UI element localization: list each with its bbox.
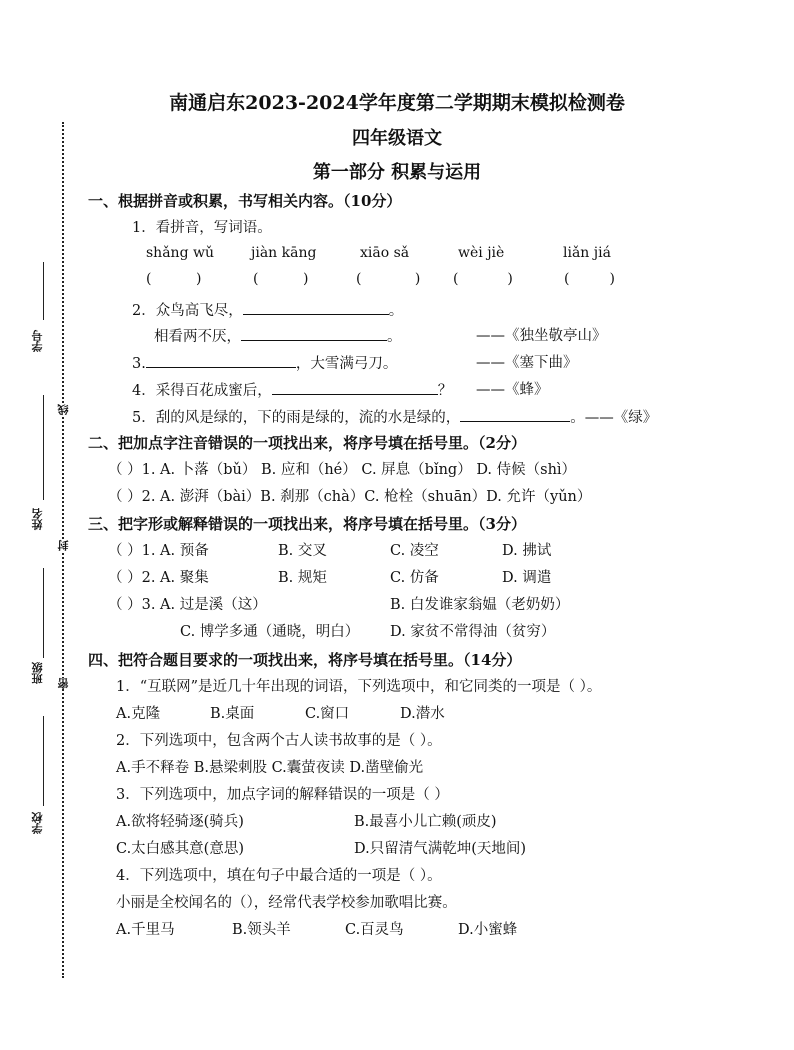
name-line bbox=[43, 395, 44, 500]
part-title: 第一部分 积累与运用 bbox=[312, 162, 482, 183]
s4-q1: 1．“互联网”是近几十年出现的词语，下列选项中，和它同类的一项是（ ）。 bbox=[116, 679, 602, 695]
seal-word-xian: 线 bbox=[57, 404, 70, 415]
s1-q2b-end: 。 bbox=[387, 329, 402, 345]
s1-q2b-source: ——《独坐敬亭山》 bbox=[476, 328, 607, 344]
answer-box-3[interactable]: ( ) bbox=[356, 271, 421, 287]
s4-q1-opt-c: C.窗口 bbox=[305, 706, 350, 722]
q3-blank[interactable] bbox=[146, 353, 296, 368]
pinyin-5: liǎn jiá bbox=[563, 245, 611, 261]
s3-q2-a: （ ）2. A. 聚集 bbox=[108, 570, 209, 586]
answer-box-2[interactable]: ( ) bbox=[253, 271, 309, 287]
answer-box-1[interactable]: ( ) bbox=[146, 271, 202, 287]
s3-q2-d: D. 调遣 bbox=[502, 570, 552, 586]
s1-q4-end: ？ bbox=[437, 383, 453, 399]
s4-q2: 2．下列选项中，包含两个古人读书故事的是（ ）。 bbox=[116, 733, 442, 749]
s2-q1: （ ）1. A. 卜落（bǔ） B. 应和（hé） C. 屏息（bǐng） D. 侍候（shì） bbox=[108, 462, 577, 478]
s1-q4-text: 4．采得百花成蜜后， bbox=[132, 383, 272, 399]
s1-q2b bbox=[154, 326, 402, 347]
s4-q4-opt-b: B.领头羊 bbox=[232, 922, 291, 938]
answer-box-4[interactable]: ( ) bbox=[453, 271, 513, 287]
s4-q2-options: A.手不释卷 B.悬梁刺股 C.囊萤夜读 D.凿壁偷光 bbox=[116, 760, 424, 776]
s4-q3-opt-b: B.最喜小儿亡赖(顽皮) bbox=[354, 814, 497, 830]
q4-blank[interactable] bbox=[272, 380, 438, 395]
s4-q4-opt-c: C.百灵鸟 bbox=[345, 922, 404, 938]
answer-box-5[interactable]: ( ) bbox=[564, 271, 615, 287]
s1-q1: 1．看拼音，写词语。 bbox=[132, 220, 272, 236]
q2b-blank[interactable] bbox=[241, 326, 387, 341]
s3-q1-b: B. 交叉 bbox=[278, 543, 327, 559]
s2-q2: （ ）2. A. 澎湃（bài）B. 刹那（chà）C. 枪栓（shuān）D. 允许（yǔn） bbox=[108, 489, 592, 505]
s4-q4-opt-a: A.千里马 bbox=[116, 922, 175, 938]
s3-q3-a: （ ）3. A. 过是溪（这） bbox=[108, 597, 267, 613]
s3-q2-b: B. 规矩 bbox=[278, 570, 327, 586]
name-label: 姓名 bbox=[31, 508, 44, 530]
student-id-line bbox=[43, 262, 44, 320]
s4-q3-opt-d: D.只留清气满乾坤(天地间) bbox=[354, 841, 527, 857]
pinyin-1: shǎng wǔ bbox=[146, 245, 214, 261]
s3-q3-b: B. 白发谁家翁媪（老奶奶） bbox=[390, 597, 570, 613]
s1-q5-end: 。——《绿》 bbox=[570, 410, 658, 426]
pinyin-2: jiàn kāng bbox=[251, 245, 317, 261]
seal-word-feng: 封 bbox=[57, 540, 70, 551]
s1-q4 bbox=[132, 380, 452, 401]
s4-q1-opt-a: A.克隆 bbox=[116, 706, 161, 722]
section-1-heading: 一、根据拼音或积累，书写相关内容。（10分） bbox=[88, 192, 402, 210]
s1-q2a-end: 。 bbox=[388, 303, 404, 319]
s3-q2-c: C. 仿备 bbox=[390, 570, 439, 586]
exam-title: 南通启东2023-2024学年度第二学期期末模拟检测卷 bbox=[169, 92, 625, 114]
s1-q3 bbox=[132, 353, 397, 374]
s1-q3-num: 3. bbox=[132, 356, 146, 372]
s1-q2a bbox=[132, 300, 403, 321]
s3-q3-c: C. 博学多通（通晓，明白） bbox=[180, 624, 360, 640]
s1-q3-text: ，大雪满弓刀。 bbox=[295, 356, 398, 372]
s1-q2b-text: 相看两不厌， bbox=[154, 329, 241, 345]
student-id-label: 学号 bbox=[31, 330, 44, 352]
s4-q4-sentence: 小丽是全校闻名的（），经常代表学校参加歌唱比赛。 bbox=[116, 895, 457, 911]
s4-q3-opt-c: C.太白感其意(意思) bbox=[116, 841, 245, 857]
s4-q3-opt-a: A.欲将轻骑逐(骑兵) bbox=[116, 814, 244, 830]
s4-q3: 3．下列选项中，加点字词的解释错误的一项是（ ） bbox=[116, 787, 449, 803]
pinyin-3: xiāo sǎ bbox=[360, 245, 410, 261]
s4-q1-opt-b: B.桌面 bbox=[210, 706, 255, 722]
section-3-heading: 三、把字形或解释错误的一项找出来，将序号填在括号里。（3分） bbox=[88, 515, 526, 533]
s1-q2a-text: 2．众鸟高飞尽， bbox=[132, 303, 243, 319]
exam-subtitle: 四年级语文 bbox=[352, 128, 442, 149]
section-4-heading: 四、把符合题目要求的一项找出来，将序号填在括号里。（14分） bbox=[88, 651, 522, 669]
s1-q5 bbox=[132, 407, 657, 428]
section-2-heading: 二、把加点字注音错误的一项找出来，将序号填在括号里。（2分） bbox=[88, 434, 526, 452]
s3-q1-d: D. 拂试 bbox=[502, 543, 552, 559]
s3-q3-d: D. 家贫不常得油（贫穷） bbox=[390, 624, 556, 640]
q5-blank[interactable] bbox=[460, 407, 570, 422]
school-label: 学校 bbox=[31, 812, 44, 834]
s1-q3-source: ——《塞下曲》 bbox=[476, 355, 578, 371]
pinyin-4: wèi jiè bbox=[458, 245, 505, 261]
s3-q1-a: （ ）1. A. 预备 bbox=[108, 543, 209, 559]
s3-q1-c: C. 凌空 bbox=[390, 543, 439, 559]
s4-q4: 4．下列选项中，填在句子中最合适的一项是（ ）。 bbox=[116, 868, 442, 884]
seal-word-mi: 密 bbox=[57, 678, 70, 689]
s1-q4-source: ——《蜂》 bbox=[476, 382, 549, 398]
s4-q1-opt-d: D.潜水 bbox=[400, 706, 445, 722]
s1-q5-text: 5．刮的风是绿的，下的雨是绿的，流的水是绿的， bbox=[132, 410, 461, 426]
q2a-blank[interactable] bbox=[243, 300, 389, 315]
class-label: 班级 bbox=[31, 662, 44, 684]
school-line bbox=[43, 716, 44, 806]
class-line bbox=[43, 568, 44, 658]
s4-q4-opt-d: D.小蜜蜂 bbox=[458, 922, 518, 938]
